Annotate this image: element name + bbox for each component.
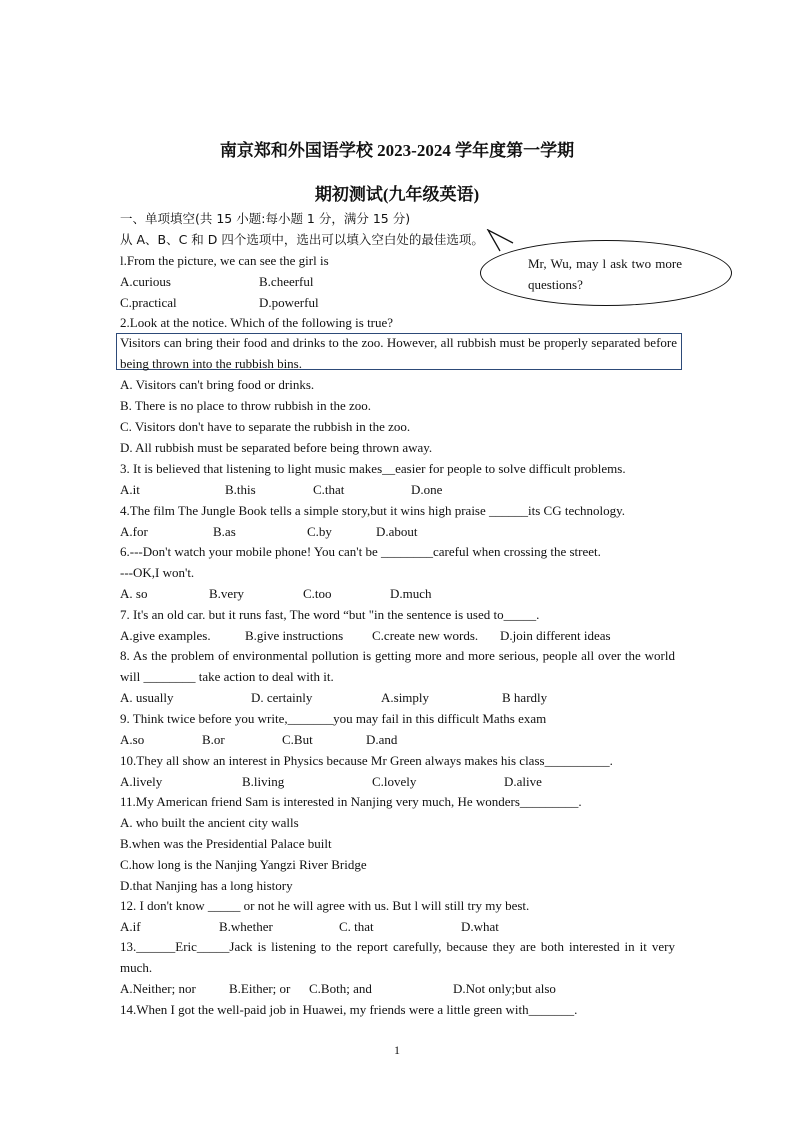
question-12-option-b[interactable]: B.whether bbox=[219, 919, 273, 934]
question-10-stem: 10.They all show an interest in Physics because Mr Green always makes his class__________. bbox=[120, 753, 613, 768]
question-1-option-a[interactable]: A.curious bbox=[120, 274, 171, 289]
exam-title: 南京郑和外国语学校 2023-2024 学年度第一学期 bbox=[219, 141, 575, 160]
page-number: 1 bbox=[394, 1043, 400, 1057]
section-instruction: 从 A、B、C 和 D 四个选项中，选出可以填入空白处的最佳选项。 bbox=[120, 232, 484, 247]
question-14-stem: 14.When I got the well-paid job in Huawei, my friends were a little green with_______. bbox=[120, 1002, 578, 1017]
exam-subtitle: 期初测试(九年级英语) bbox=[314, 185, 480, 204]
question-6-option-b[interactable]: B.very bbox=[209, 586, 245, 601]
question-8-stem: 8. As the problem of environmental pollution is getting more and more serious, people all over the world will ________ take action to deal with it. bbox=[120, 648, 675, 684]
question-6-reply: ---OK,I won't. bbox=[120, 565, 195, 580]
notice-text: Visitors can bring their food and drinks to the zoo. However, all rubbish must be properly separated before being thrown into the rubbish bins. bbox=[120, 335, 677, 371]
question-13-option-d[interactable]: D.Not only;but also bbox=[453, 981, 556, 996]
question-6-stem: 6.---Don't watch your mobile phone! You can't be ________careful when crossing the street. bbox=[120, 544, 601, 559]
question-7-option-d[interactable]: D.join different ideas bbox=[500, 628, 611, 643]
question-1-option-b[interactable]: B.cheerful bbox=[259, 274, 314, 289]
question-2-option-c[interactable]: C. Visitors don't have to separate the rubbish in the zoo. bbox=[120, 419, 411, 434]
question-4-option-b[interactable]: B.as bbox=[213, 524, 236, 539]
question-10-option-c[interactable]: C.lovely bbox=[372, 774, 417, 789]
question-7-option-b[interactable]: B.give instructions bbox=[245, 628, 344, 643]
question-10-option-b[interactable]: B.living bbox=[242, 774, 285, 789]
question-12-option-c[interactable]: C. that bbox=[339, 919, 374, 934]
question-2-option-a[interactable]: A. Visitors can't bring food or drinks. bbox=[120, 377, 315, 392]
question-1-option-d[interactable]: D.powerful bbox=[259, 295, 319, 310]
question-3-option-b[interactable]: B.this bbox=[225, 482, 256, 497]
question-6-option-d[interactable]: D.much bbox=[390, 586, 432, 601]
question-7-option-c[interactable]: C.create new words. bbox=[372, 628, 479, 643]
question-9-option-b[interactable]: B.or bbox=[202, 732, 225, 747]
question-8-option-a[interactable]: A. usually bbox=[120, 690, 174, 705]
question-8-option-d[interactable]: B hardly bbox=[502, 690, 548, 705]
question-4-option-a[interactable]: A.for bbox=[120, 524, 148, 539]
question-9-option-d[interactable]: D.and bbox=[366, 732, 398, 747]
question-1-stem: l.From the picture, we can see the girl is bbox=[120, 253, 329, 268]
question-4-option-c[interactable]: C.by bbox=[307, 524, 332, 539]
question-3-option-c[interactable]: C.that bbox=[313, 482, 345, 497]
question-2-option-d[interactable]: D. All rubbish must be separated before being thrown away. bbox=[120, 440, 433, 455]
question-13-option-a[interactable]: A.Neither; nor bbox=[120, 981, 196, 996]
question-6-option-a[interactable]: A. so bbox=[120, 586, 148, 601]
question-12-stem: 12. I don't know _____ or not he will agree with us. But l will still try my best. bbox=[120, 898, 530, 913]
question-9-option-c[interactable]: C.But bbox=[282, 732, 313, 747]
question-4-stem: 4.The film The Jungle Book tells a simple story,but it wins high praise ______its CG technology. bbox=[120, 503, 626, 518]
notice-box bbox=[116, 333, 682, 370]
question-11-option-b[interactable]: B.when was the Presidential Palace built bbox=[120, 836, 332, 851]
question-11-option-c[interactable]: C.how long is the Nanjing Yangzi River Bridge bbox=[120, 857, 367, 872]
question-2-stem: 2.Look at the notice. Which of the following is true? bbox=[120, 315, 394, 330]
question-12-option-d[interactable]: D.what bbox=[461, 919, 499, 934]
question-1-option-c[interactable]: C.practical bbox=[120, 295, 177, 310]
question-3-option-d[interactable]: D.one bbox=[411, 482, 443, 497]
question-11-option-d[interactable]: D.that Nanjing has a long history bbox=[120, 878, 293, 893]
question-6-option-c[interactable]: C.too bbox=[303, 586, 332, 601]
question-2-option-b[interactable]: B. There is no place to throw rubbish in the zoo. bbox=[120, 398, 372, 413]
question-3-option-a[interactable]: A.it bbox=[120, 482, 140, 497]
question-7-stem: 7. It's an old car. but it runs fast, The word “but "in the sentence is used to_____. bbox=[120, 607, 540, 622]
question-11-stem: 11.My American friend Sam is interested in Nanjing very much, He wonders_________. bbox=[120, 794, 582, 809]
question-8-option-c[interactable]: A.simply bbox=[381, 690, 430, 705]
question-9-stem: 9. Think twice before you write,_______you may fail in this difficult Maths exam bbox=[120, 711, 547, 726]
speech-bubble-text: Mr, Wu, may l ask two more questions? bbox=[528, 256, 682, 292]
question-13-stem: 13.______Eric_____Jack is listening to the report carefully, because they are both interested in it very much. bbox=[120, 939, 675, 975]
question-12-option-a[interactable]: A.if bbox=[120, 919, 141, 934]
question-4-option-d[interactable]: D.about bbox=[376, 524, 418, 539]
question-13-option-b[interactable]: B.Either; or bbox=[229, 981, 291, 996]
question-3-stem: 3. It is believed that listening to light music makes__easier for people to solve difficult problems. bbox=[120, 461, 626, 476]
question-11-option-a[interactable]: A. who built the ancient city walls bbox=[120, 815, 299, 830]
question-8-option-b[interactable]: D. certainly bbox=[251, 690, 313, 705]
section-heading: 一、单项填空(共 15 小题:每小题 1 分，满分 15 分) bbox=[120, 211, 411, 226]
question-10-option-d[interactable]: D.alive bbox=[504, 774, 542, 789]
question-7-option-a[interactable]: A.give examples. bbox=[120, 628, 211, 643]
question-10-option-a[interactable]: A.lively bbox=[120, 774, 163, 789]
question-13-option-c[interactable]: C.Both; and bbox=[309, 981, 372, 996]
question-9-option-a[interactable]: A.so bbox=[120, 732, 145, 747]
